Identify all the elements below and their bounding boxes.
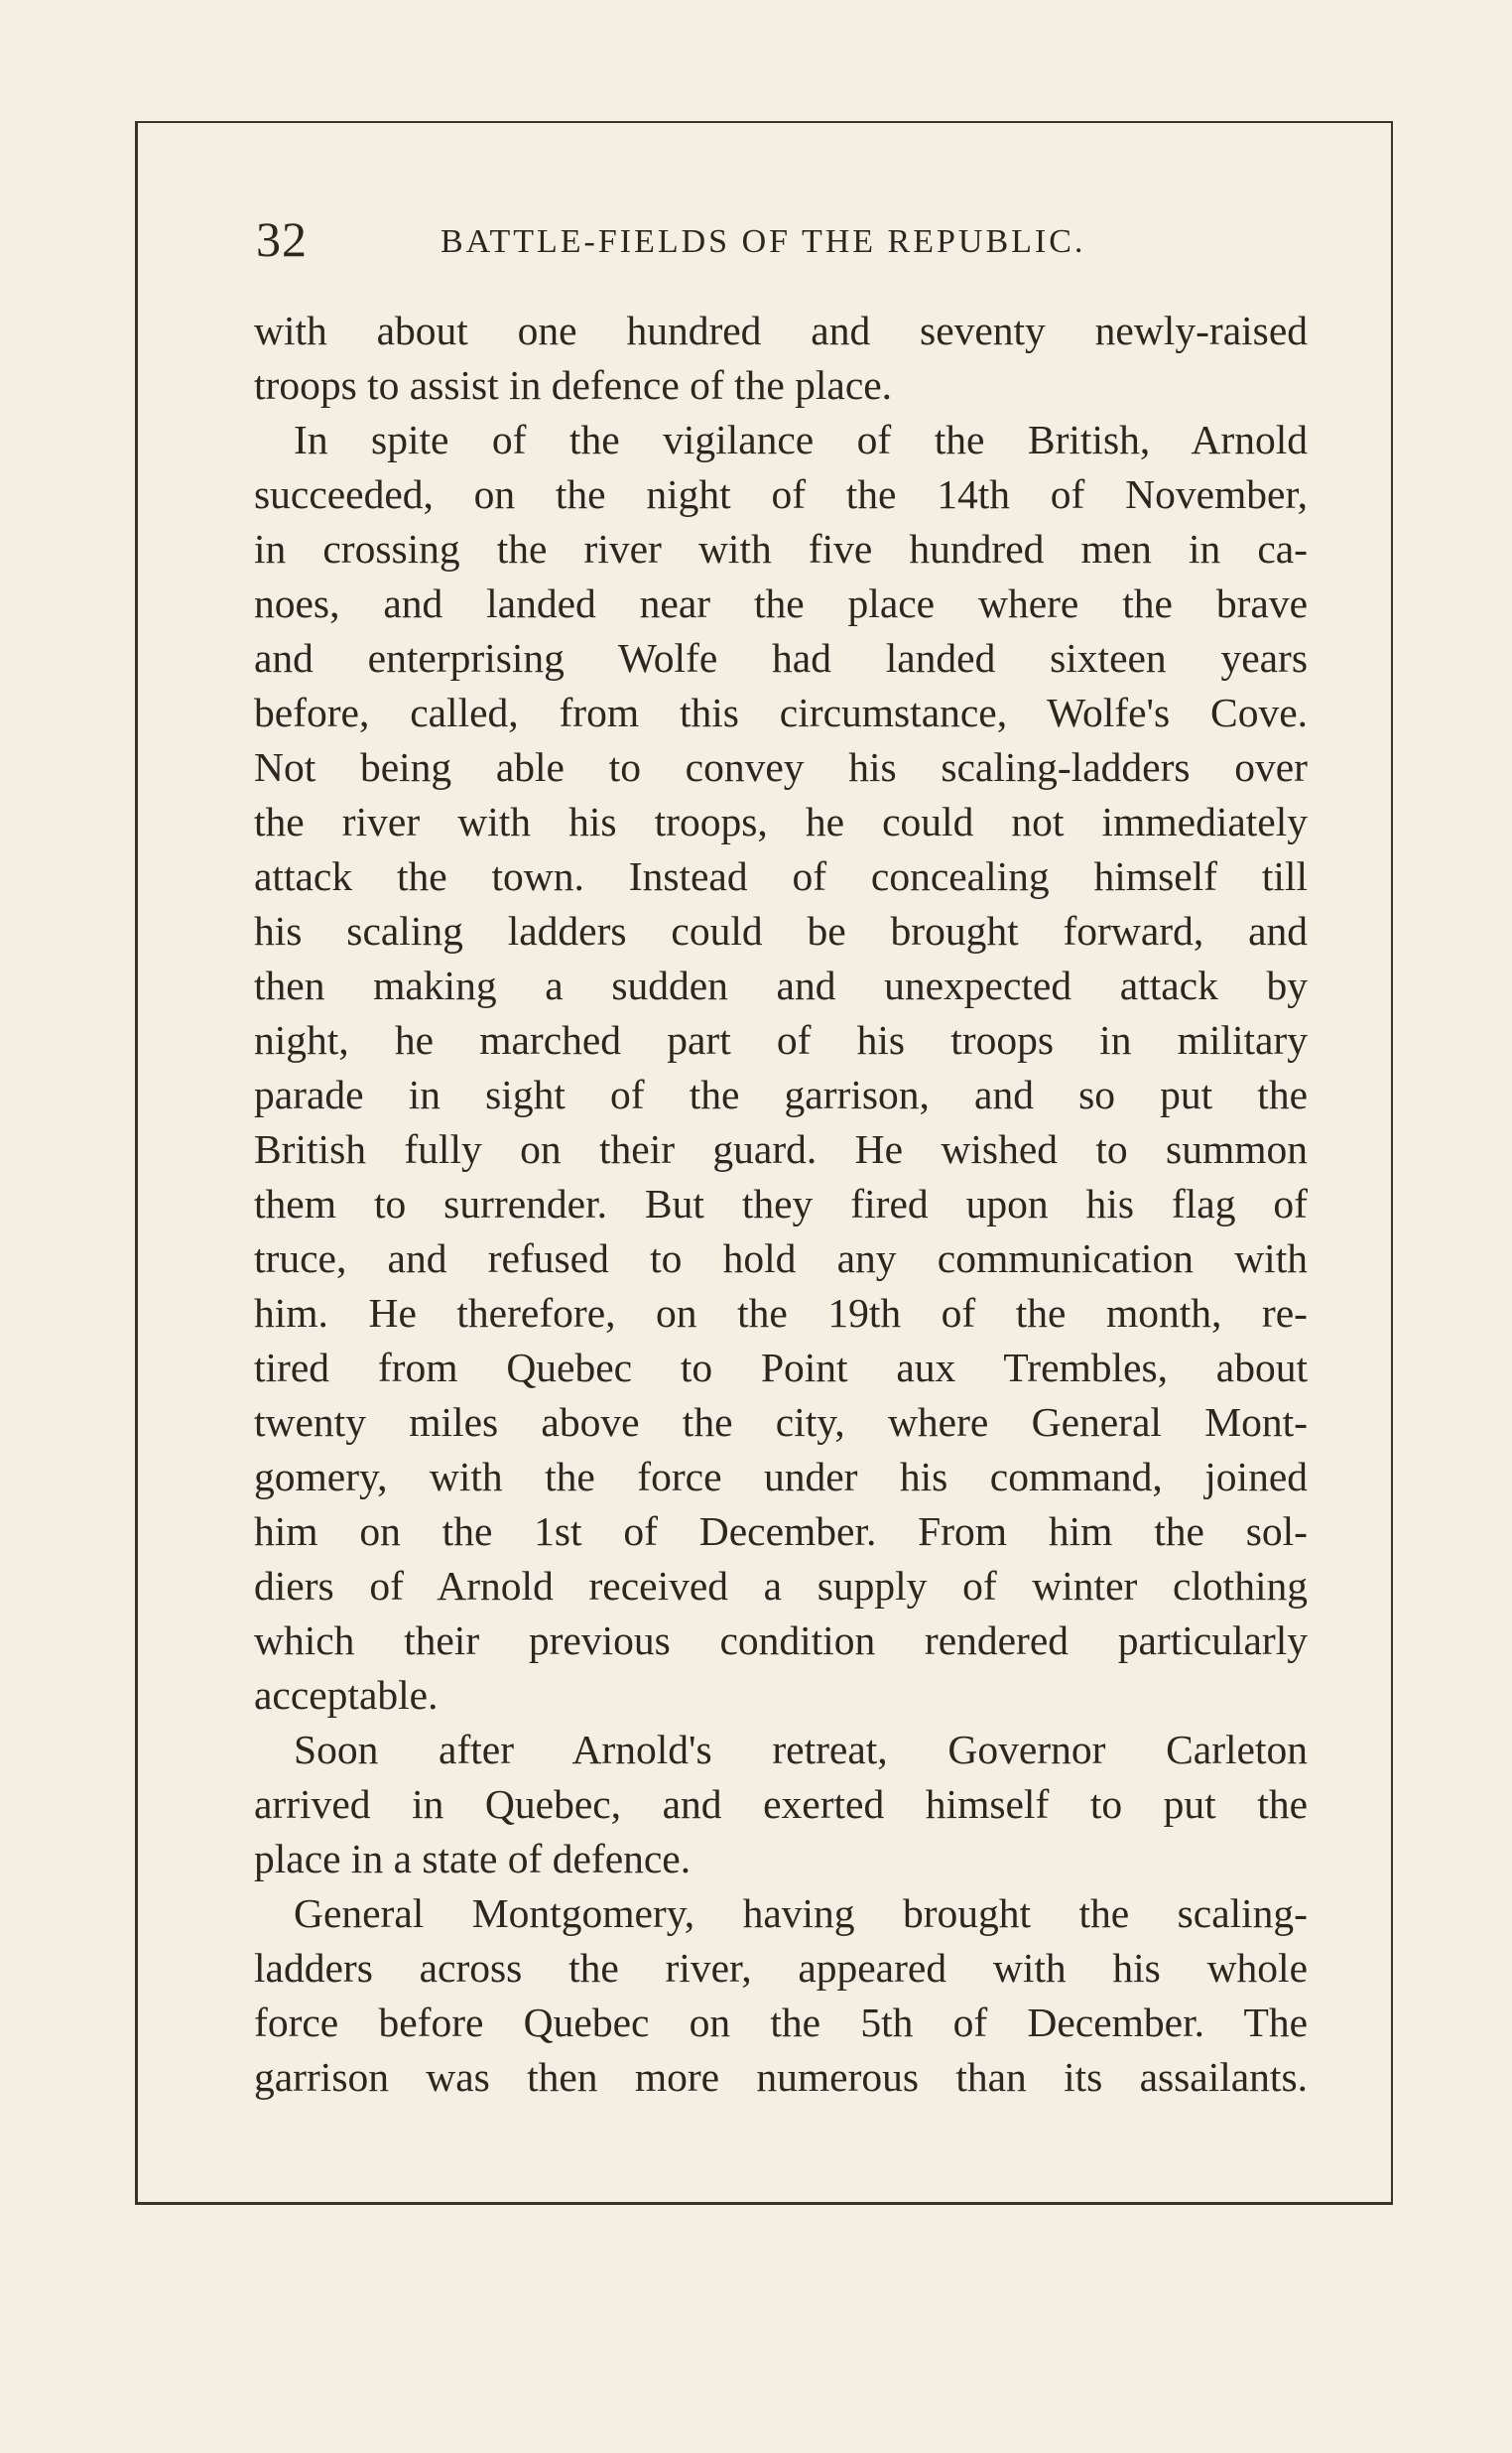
page-number: 32 bbox=[256, 211, 308, 267]
text-line: troops to assist in defence of the place. bbox=[254, 362, 893, 408]
text-line: truce, and refused to hold any communication with bbox=[254, 1235, 1308, 1281]
text-line: before, called, from this circumstance, Wolfe's Cove. bbox=[254, 690, 1308, 735]
text-line: arrived in Quebec, and exerted himself to put the bbox=[254, 1781, 1308, 1827]
text-line: British fully on their guard. He wished to summon bbox=[254, 1126, 1308, 1172]
text-line: twenty miles above the city, where General Mont- bbox=[254, 1399, 1308, 1445]
text-line: diers of Arnold received a supply of winter clothing bbox=[254, 1563, 1308, 1609]
text-line: tired from Quebec to Point aux Trembles, about bbox=[254, 1345, 1308, 1390]
text-line: General Montgomery, having brought the scaling- bbox=[294, 1890, 1308, 1936]
text-line: garrison was then more numerous than its assailants. bbox=[254, 2054, 1308, 2100]
text-line: which their previous condition rendered particularly bbox=[254, 1617, 1308, 1663]
text-line: force before Quebec on the 5th of December. The bbox=[254, 2000, 1308, 2045]
body-text bbox=[254, 304, 1308, 2105]
running-title: BATTLE-FIELDS OF THE REPUBLIC. bbox=[441, 223, 1086, 260]
text-line: Soon after Arnold's retreat, Governor Carleton bbox=[294, 1727, 1308, 1772]
text-line: in crossing the river with five hundred men in ca- bbox=[254, 526, 1308, 572]
text-line: them to surrender. But they fired upon his flag of bbox=[254, 1181, 1308, 1226]
text-line: succeeded, on the night of the 14th of November, bbox=[254, 471, 1308, 517]
text-line: In spite of the vigilance of the British, Arnold bbox=[294, 417, 1308, 462]
text-line: gomery, with the force under his command, joined bbox=[254, 1454, 1308, 1499]
text-line: night, he marched part of his troops in military bbox=[254, 1017, 1308, 1063]
text-line: attack the town. Instead of concealing himself till bbox=[254, 853, 1308, 899]
text-line: with about one hundred and seventy newly-raised bbox=[254, 308, 1308, 353]
text-line: and enterprising Wolfe had landed sixteen years bbox=[254, 635, 1308, 681]
text-line: place in a state of defence. bbox=[254, 1836, 692, 1881]
text-line: noes, and landed near the place where the brave bbox=[254, 581, 1308, 626]
text-line: the river with his troops, he could not immediately bbox=[254, 799, 1308, 844]
text-line: him on the 1st of December. From him the sol- bbox=[254, 1508, 1308, 1554]
text-line: Not being able to convey his scaling-ladders over bbox=[254, 744, 1308, 790]
text-line: then making a sudden and unexpected attack by bbox=[254, 963, 1308, 1008]
text-line: acceptable. bbox=[254, 1672, 439, 1718]
text-line: his scaling ladders could be brought forward, and bbox=[254, 908, 1308, 954]
text-line: him. He therefore, on the 19th of the month, re- bbox=[254, 1290, 1308, 1336]
text-line: ladders across the river, appeared with his whole bbox=[254, 1945, 1308, 1991]
text-line: parade in sight of the garrison, and so put the bbox=[254, 1072, 1308, 1117]
running-head bbox=[256, 204, 1308, 274]
